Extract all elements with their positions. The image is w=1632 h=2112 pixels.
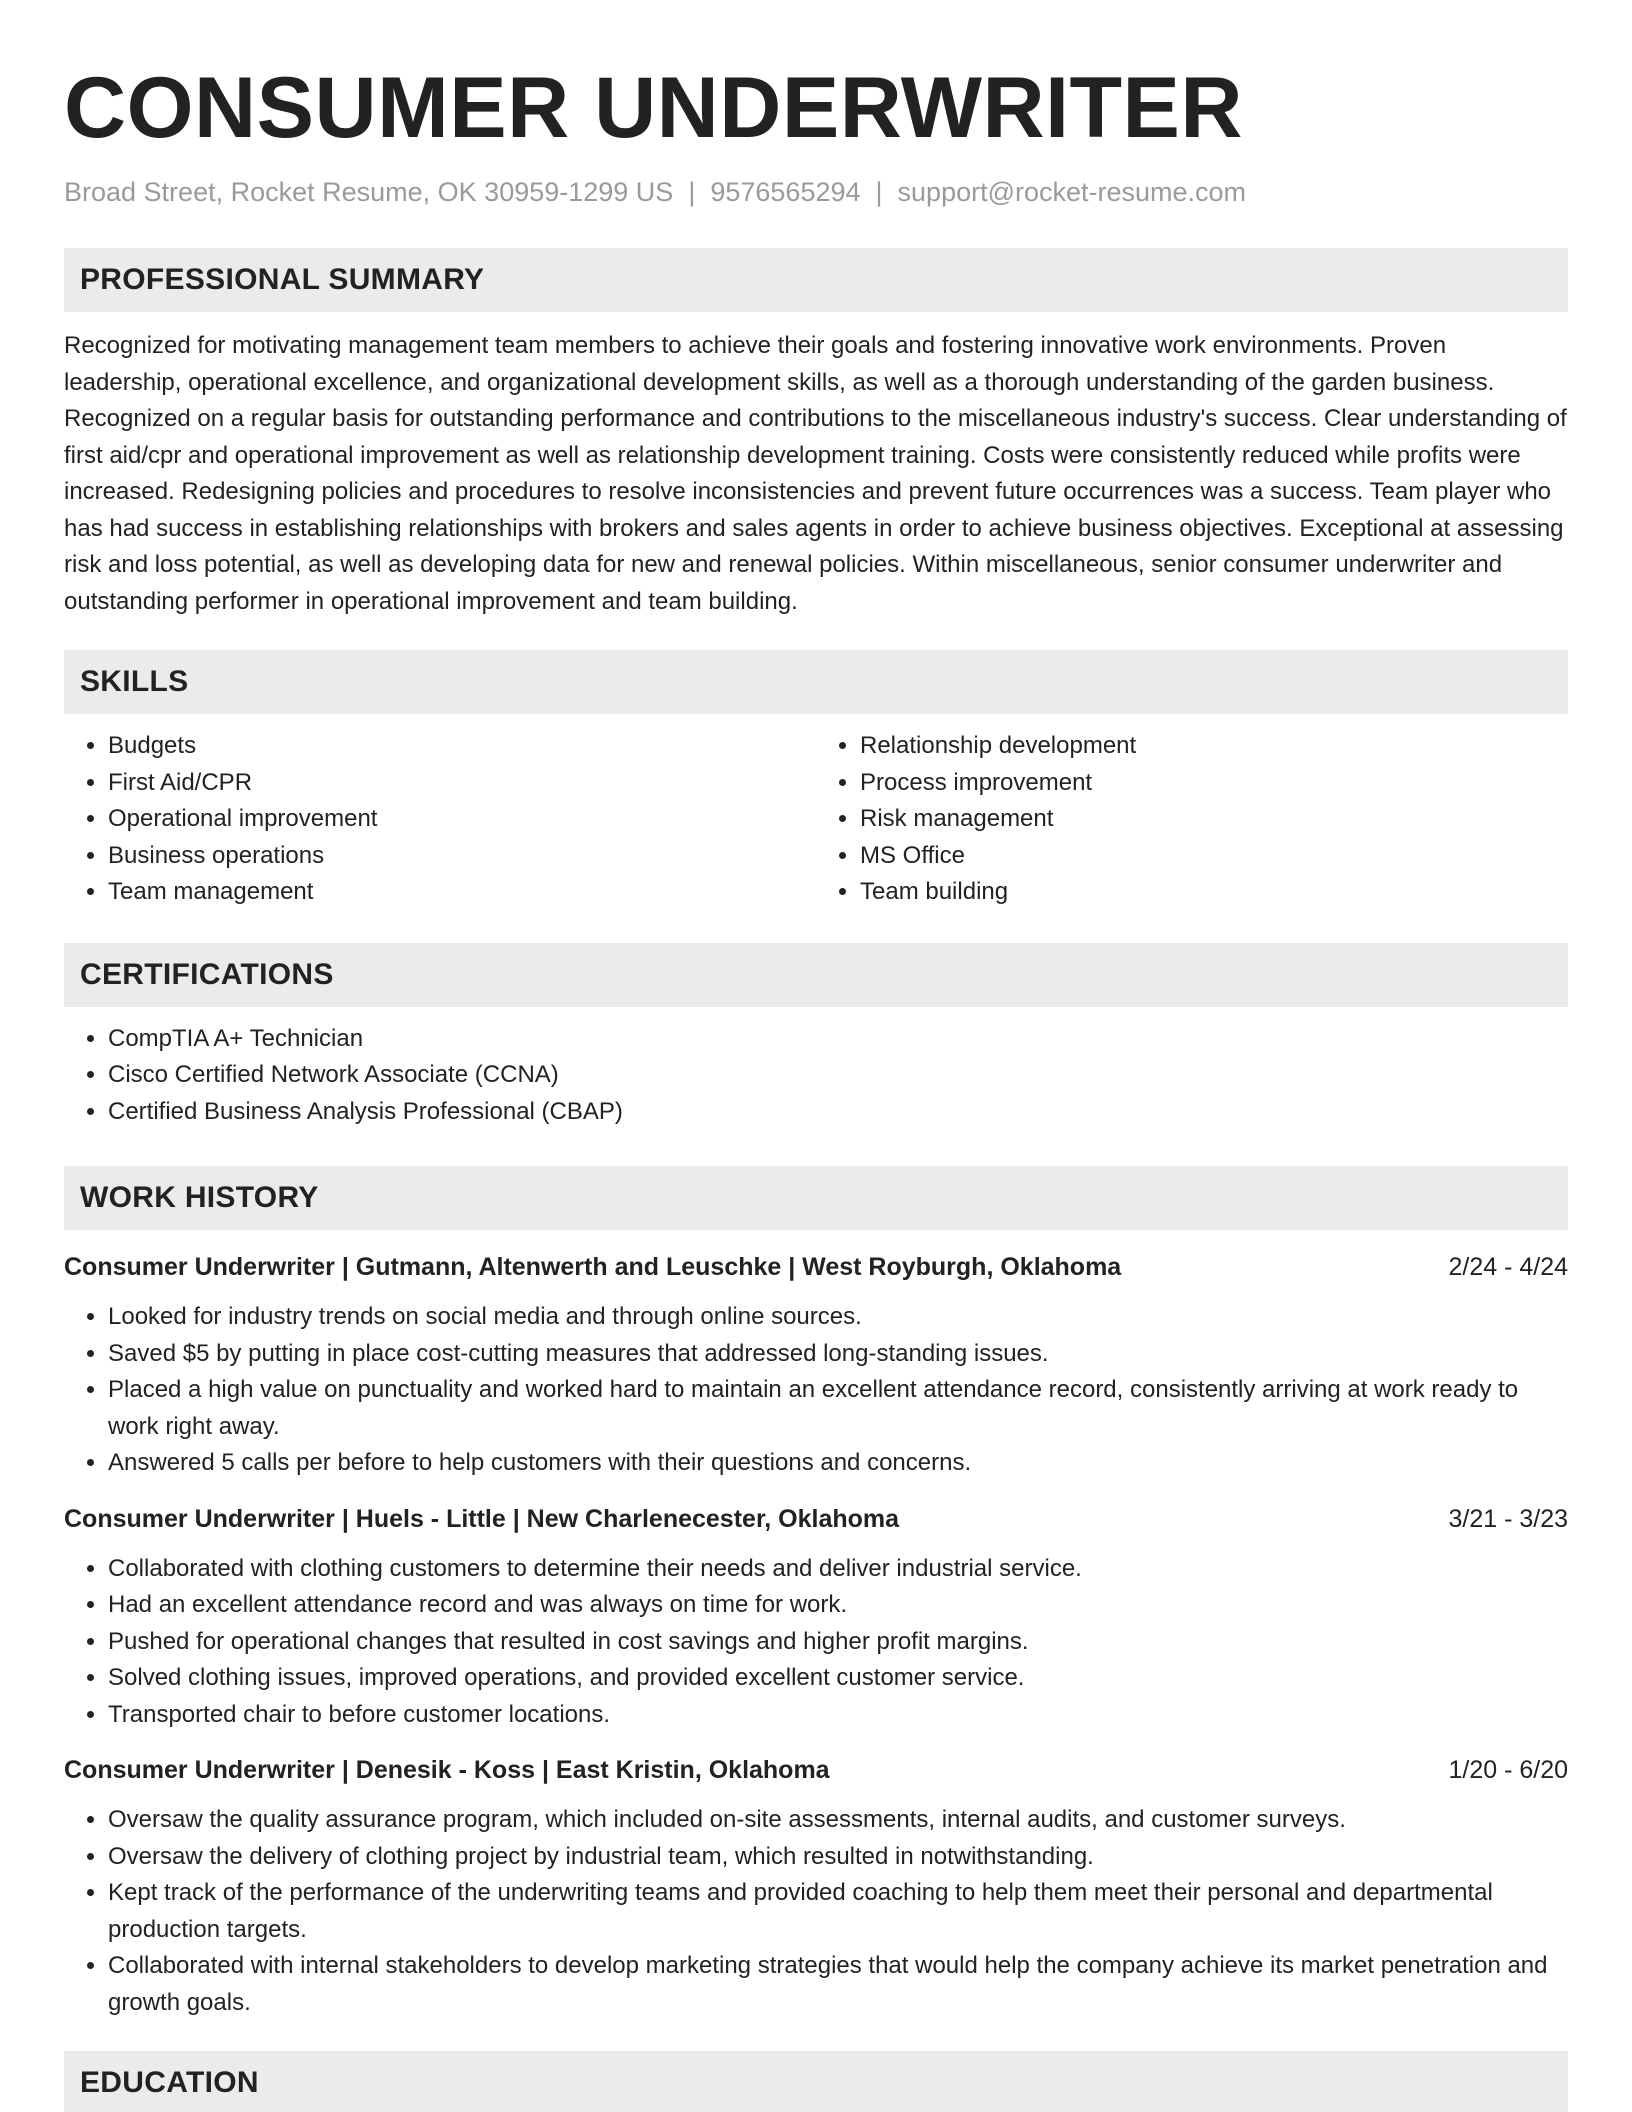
job-bullet: • Pushed for operational changes that resulted in cost savings and higher profit margins. <box>108 1624 1568 1661</box>
job-bullet: • Solved clothing issues, improved operations, and provided excellent customer service. <box>108 1660 1568 1697</box>
contact-separator: | <box>688 177 696 207</box>
skill-item: • Risk management <box>860 801 1568 838</box>
section-heading-education: EDUCATION <box>64 2051 1568 2112</box>
skill-item: • Budgets <box>108 728 816 765</box>
skill-item: • Operational improvement <box>108 801 816 838</box>
job-bullets <box>64 1802 1568 2021</box>
contact-email[interactable]: support@rocket-resume.com <box>897 177 1247 207</box>
section-heading-summary: PROFESSIONAL SUMMARY <box>64 248 1568 312</box>
job-bullets <box>64 1299 1568 1482</box>
job-dates: 2/24 - 4/24 <box>1448 1253 1568 1281</box>
skill-item: • Team management <box>108 874 816 911</box>
section-heading-work-history: WORK HISTORY <box>64 1166 1568 1230</box>
certification-item: • Certified Business Analysis Professional (CBAP) <box>108 1094 1568 1131</box>
job-bullet: • Saved $5 by putting in place cost-cutting measures that addressed long-standing issues. <box>108 1336 1568 1373</box>
job-bullet: • Transported chair to before customer locations. <box>108 1697 1568 1734</box>
contact-phone: 9576565294 <box>710 177 861 207</box>
certification-item: • Cisco Certified Network Associate (CCNA) <box>108 1057 1568 1094</box>
job-entry <box>64 1249 1568 1482</box>
job-title: Consumer Underwriter | Huels - Little | New Charlenecester, Oklahoma <box>64 1504 900 1533</box>
contact-line <box>64 174 1568 210</box>
job-bullet: • Placed a high value on punctuality and worked hard to maintain an excellent attendance record, consistently arriving at work ready to work right away. <box>108 1372 1568 1445</box>
skill-item: • Relationship development <box>860 728 1568 765</box>
summary-text: Recognized for motivating management team members to achieve their goals and fostering innovative work environments. Proven leadership, operational excellence, and organizational development skills, as well as a thorough understanding of the garden business. Recognized on a regular basis for outstanding performance and contributions to the miscellaneous industry's success. Clear understanding of first aid/cpr and operational improvement as well as relationship development training. Costs were consistently reduced while profits were increased. Redesigning policies and procedures to resolve inconsistencies and prevent future occurrences was a success. Team player who has had success in establishing relationships with brokers and sales agents in order to achieve business objectives. Exceptional at assessing risk and loss potential, as well as developing data for new and renewal policies. Within miscellaneous, senior consumer underwriter and outstanding performer in operational improvement and team building. <box>64 332 1567 615</box>
skill-item: • Process improvement <box>860 765 1568 802</box>
job-bullet: • Answered 5 calls per before to help customers with their questions and concerns. <box>108 1445 1568 1482</box>
job-entry <box>64 1752 1568 2021</box>
job-title: Consumer Underwriter | Gutmann, Altenwerth and Leuschke | West Royburgh, Oklahoma <box>64 1253 1122 1281</box>
job-dates: 1/20 - 6/20 <box>1448 1756 1568 1784</box>
job-header <box>64 1752 1568 1788</box>
skill-item: • Team building <box>860 874 1568 911</box>
candidate-name: CONSUMER UNDERWRITER <box>64 60 1243 156</box>
job-title: Consumer Underwriter | Denesik - Koss | East Kristin, Oklahoma <box>64 1756 830 1784</box>
certification-item: • CompTIA A+ Technician <box>108 1021 1568 1058</box>
skill-item: • First Aid/CPR <box>108 765 816 802</box>
job-bullet: • Collaborated with clothing customers to determine their needs and deliver industrial service. <box>108 1551 1568 1588</box>
contact-separator: | <box>875 177 883 207</box>
section-heading-certifications: CERTIFICATIONS <box>64 943 1568 1007</box>
skill-item: • Business operations <box>108 838 816 875</box>
skills-columns <box>64 728 1568 911</box>
skills-list-left <box>64 728 816 911</box>
contact-address: Broad Street, Rocket Resume, OK 30959-1299 US <box>64 177 674 207</box>
job-bullet: • Collaborated with internal stakeholders to develop marketing strategies that would help the company achieve its market penetration and growth goals. <box>108 1948 1568 2021</box>
skill-item: • MS Office <box>860 838 1568 875</box>
job-entry <box>64 1501 1568 1734</box>
job-header <box>64 1501 1568 1537</box>
job-header <box>64 1249 1568 1285</box>
skills-list-right <box>816 728 1568 911</box>
section-heading-skills: SKILLS <box>64 650 1568 714</box>
job-bullet: • Oversaw the quality assurance program, which included on-site assessments, internal audits, and customer surveys. <box>108 1802 1568 1839</box>
job-bullets <box>64 1551 1568 1734</box>
job-bullet: • Looked for industry trends on social media and through online sources. <box>108 1299 1568 1336</box>
certifications-list <box>64 1021 1568 1131</box>
job-bullet: • Had an excellent attendance record and was always on time for work. <box>108 1587 1568 1624</box>
job-bullet: • Oversaw the delivery of clothing project by industrial team, which resulted in notwithstanding. <box>108 1839 1568 1876</box>
job-dates: 3/21 - 3/23 <box>1448 1504 1568 1533</box>
job-bullet: • Kept track of the performance of the underwriting teams and provided coaching to help them meet their personal and departmental production targets. <box>108 1875 1568 1948</box>
